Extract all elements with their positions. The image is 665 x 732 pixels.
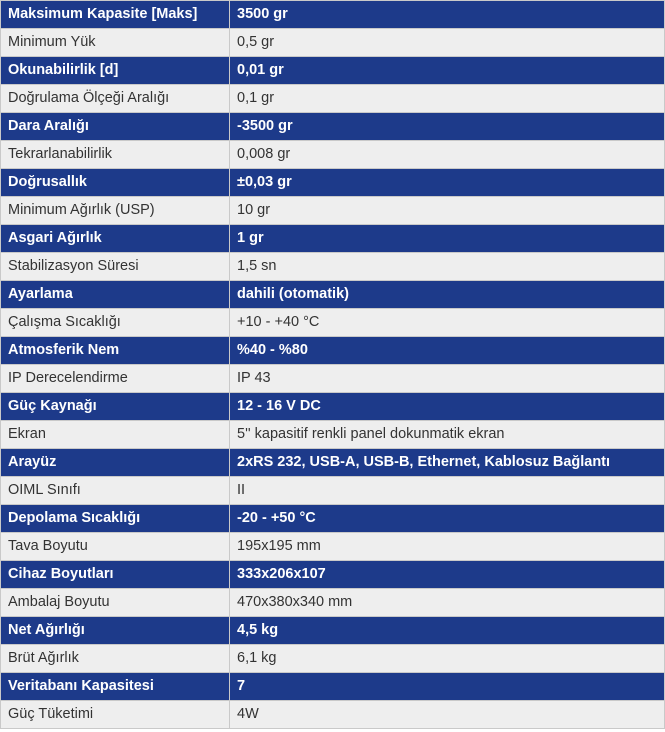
spec-label: IP Derecelendirme <box>1 365 230 393</box>
spec-row <box>1 141 665 169</box>
spec-value: II <box>230 477 665 505</box>
spec-value: 7 <box>230 673 665 701</box>
spec-label: Okunabilirlik [d] <box>1 57 230 85</box>
spec-value: 6,1 kg <box>230 645 665 673</box>
spec-label: Ayarlama <box>1 281 230 309</box>
spec-row <box>1 29 665 57</box>
spec-value: 10 gr <box>230 197 665 225</box>
spec-value: 3500 gr <box>230 1 665 29</box>
spec-label: Minimum Ağırlık (USP) <box>1 197 230 225</box>
spec-value: 470x380x340 mm <box>230 589 665 617</box>
spec-value: %40 - %80 <box>230 337 665 365</box>
spec-row <box>1 253 665 281</box>
spec-row <box>1 197 665 225</box>
spec-value: dahili (otomatik) <box>230 281 665 309</box>
spec-row <box>1 449 665 477</box>
spec-row <box>1 281 665 309</box>
spec-label: Ambalaj Boyutu <box>1 589 230 617</box>
spec-row <box>1 393 665 421</box>
spec-value: -3500 gr <box>230 113 665 141</box>
spec-label: Brüt Ağırlık <box>1 645 230 673</box>
spec-value: 2xRS 232, USB-A, USB-B, Ethernet, Kablosuz Bağlantı <box>230 449 665 477</box>
spec-label: Tekrarlanabilirlik <box>1 141 230 169</box>
spec-row <box>1 421 665 449</box>
spec-value: 4,5 kg <box>230 617 665 645</box>
spec-label: Tava Boyutu <box>1 533 230 561</box>
spec-row <box>1 505 665 533</box>
spec-label: Net Ağırlığı <box>1 617 230 645</box>
spec-label: Çalışma Sıcaklığı <box>1 309 230 337</box>
spec-label: Arayüz <box>1 449 230 477</box>
spec-row <box>1 169 665 197</box>
spec-value: 0,1 gr <box>230 85 665 113</box>
spec-value: 0,008 gr <box>230 141 665 169</box>
spec-label: Güç Kaynağı <box>1 393 230 421</box>
spec-label: Cihaz Boyutları <box>1 561 230 589</box>
spec-value: ±0,03 gr <box>230 169 665 197</box>
spec-row <box>1 701 665 729</box>
spec-row <box>1 85 665 113</box>
spec-label: Güç Tüketimi <box>1 701 230 729</box>
spec-row <box>1 477 665 505</box>
spec-row <box>1 365 665 393</box>
spec-label: Stabilizasyon Süresi <box>1 253 230 281</box>
spec-row <box>1 309 665 337</box>
spec-value: 1,5 sn <box>230 253 665 281</box>
spec-row <box>1 225 665 253</box>
spec-label: Ekran <box>1 421 230 449</box>
spec-value: 0,5 gr <box>230 29 665 57</box>
spec-row <box>1 589 665 617</box>
spec-value: 12 - 16 V DC <box>230 393 665 421</box>
spec-value: IP 43 <box>230 365 665 393</box>
spec-label: Maksimum Kapasite [Maks] <box>1 1 230 29</box>
spec-row <box>1 1 665 29</box>
spec-row <box>1 57 665 85</box>
spec-value: 195x195 mm <box>230 533 665 561</box>
spec-value: -20 - +50 °C <box>230 505 665 533</box>
spec-row <box>1 617 665 645</box>
spec-value: 4W <box>230 701 665 729</box>
spec-value: 5'' kapasitif renkli panel dokunmatik ekran <box>230 421 665 449</box>
spec-label: Minimum Yük <box>1 29 230 57</box>
spec-label: Atmosferik Nem <box>1 337 230 365</box>
spec-label: Doğrusallık <box>1 169 230 197</box>
spec-value: 0,01 gr <box>230 57 665 85</box>
spec-row <box>1 645 665 673</box>
spec-label: Dara Aralığı <box>1 113 230 141</box>
spec-value: 333x206x107 <box>230 561 665 589</box>
spec-table-body <box>1 1 665 729</box>
spec-label: Depolama Sıcaklığı <box>1 505 230 533</box>
spec-row <box>1 561 665 589</box>
spec-label: Doğrulama Ölçeği Aralığı <box>1 85 230 113</box>
spec-value: +10 - +40 °C <box>230 309 665 337</box>
spec-row <box>1 533 665 561</box>
spec-label: Veritabanı Kapasitesi <box>1 673 230 701</box>
spec-label: Asgari Ağırlık <box>1 225 230 253</box>
spec-row <box>1 113 665 141</box>
spec-value: 1 gr <box>230 225 665 253</box>
spec-row <box>1 337 665 365</box>
spec-label: OIML Sınıfı <box>1 477 230 505</box>
spec-row <box>1 673 665 701</box>
